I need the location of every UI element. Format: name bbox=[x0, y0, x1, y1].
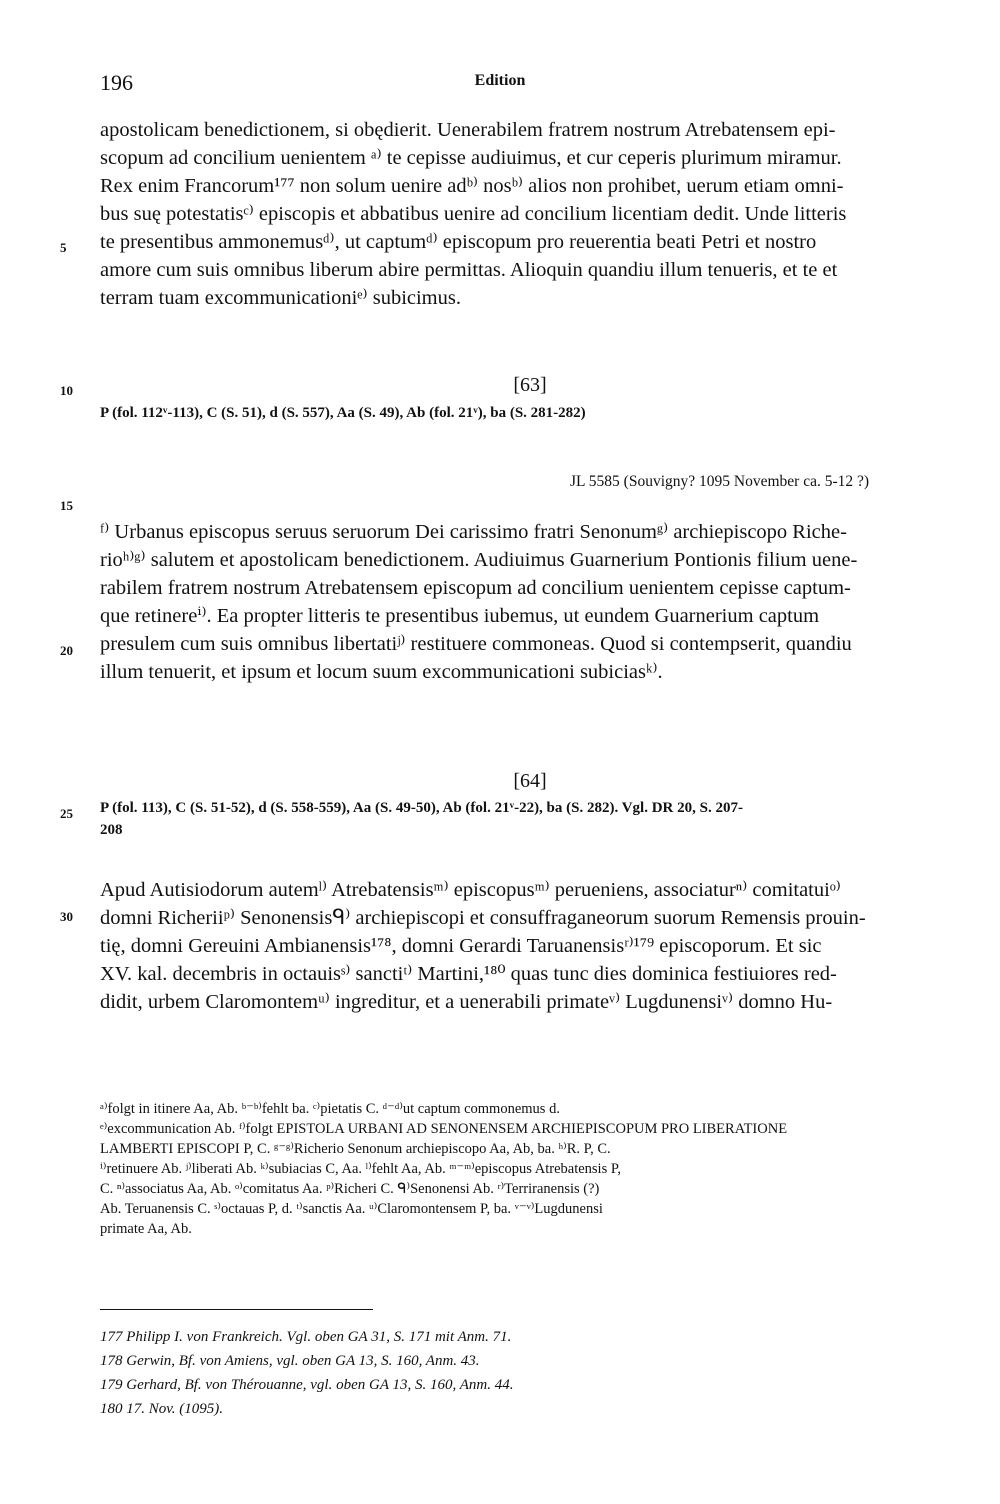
text-line: Apud Autisiodorum autemˡ⁾ Atrebatensisᵐ⁾ episcopusᵐ⁾ perueniens, associaturⁿ⁾ comitatuiᵒ⁾ bbox=[100, 879, 841, 901]
apparatus-line: LAMBERTI EPISCOPI P, C. ᵍ⁻ᵍ⁾Richerio Senonum archiepiscopo Aa, Ab, ba. ʰ⁾R. P, C. bbox=[100, 1141, 611, 1157]
text-line: domni Richeriiᵖ⁾ Senonensisᑫ⁾ archiepiscopi et consuffraganeorum suorum Remensis prouin- bbox=[100, 907, 866, 929]
footnote-179: 179 Gerhard, Bf. von Thérouanne, vgl. oben GA 13, S. 160, Anm. 44. bbox=[100, 1377, 514, 1393]
footnote-180: 180 17. Nov. (1095). bbox=[100, 1401, 224, 1417]
text-line: rabilem fratrem nostrum Atrebatensem episcopum ad concilium uenientem cepisse captum- bbox=[100, 577, 851, 599]
text-block-previous-letter bbox=[100, 116, 960, 312]
line-number: 20 bbox=[60, 643, 73, 658]
footnotes bbox=[100, 1325, 513, 1421]
text-block-letter-63 bbox=[100, 518, 960, 686]
document-heading-64: [64] bbox=[513, 770, 547, 792]
line-number: 10 bbox=[60, 383, 73, 398]
line-number: 15 bbox=[60, 498, 73, 513]
apparatus-line: primate Aa, Ab. bbox=[100, 1221, 192, 1237]
footnote-178: 178 Gerwin, Bf. von Amiens, vgl. oben GA 13, S. 160, Anm. 43. bbox=[100, 1353, 480, 1369]
apparatus-line: ᵃ⁾folgt in itinere Aa, Ab. ᵇ⁻ᵇ⁾fehlt ba. ᶜ⁾pietatis C. ᵈ⁻ᵈ⁾ut captum commonemus d. bbox=[100, 1101, 560, 1117]
footnote-rule bbox=[100, 1309, 373, 1310]
text-line: apostolicam benedictionem, si obędierit. Uenerabilem fratrem nostrum Atrebatensem epi- bbox=[100, 119, 836, 141]
text-line: ᶠ⁾ Urbanus episcopus seruus seruorum Dei carissimo fratri Senonumᵍ⁾ archiepiscopo Riche- bbox=[100, 521, 847, 543]
apparatus-line: ᵉ⁾excommunication Ab. ᶠ⁾folgt EPISTOLA URBANI AD SENONENSEM ARCHIEPISCOPUM PRO LIBERATIONE bbox=[100, 1121, 788, 1137]
apparatus-line: C. ⁿ⁾associatus Aa, Ab. ᵒ⁾comitatus Aa. ᵖ⁾Richeri C. ᑫ⁾Senonensi Ab. ʳ⁾Terriranensis (?) bbox=[100, 1181, 600, 1197]
jl-regest-reference: JL 5585 (Souvigny? 1095 November ca. 5-12 ?) bbox=[570, 473, 870, 490]
critical-apparatus bbox=[100, 1099, 962, 1239]
line-number: 25 bbox=[60, 806, 73, 821]
text-line: tię, domni Gereuini Ambianensis¹⁷⁸, domni Gerardi Taruanensisʳ⁾¹⁷⁹ episcoporum. Et sic bbox=[100, 935, 822, 957]
text-line: illum tenuerit, et ipsum et locum suum excommunicationi subiciasᵏ⁾. bbox=[100, 661, 663, 683]
text-line: te presentibus ammonemusᵈ⁾, ut captumᵈ⁾ episcopum pro reuerentia beati Petri et nostro bbox=[100, 231, 817, 253]
page-number: 196 bbox=[100, 70, 133, 95]
manuscript-sigla-63: P (fol. 112ᵛ-113), C (S. 51), d (S. 557), Aa (S. 49), Ab (fol. 21ᵛ), ba (S. 281-282) bbox=[100, 405, 586, 421]
text-line: Rex enim Francorum¹⁷⁷ non solum uenire adᵇ⁾ nosᵇ⁾ alios non prohibet, uerum etiam omni- bbox=[100, 175, 844, 197]
text-line: amore cum suis omnibus liberum abire permittas. Alioquin quandiu illum tenueris, et te et bbox=[100, 259, 838, 281]
line-number: 5 bbox=[60, 240, 67, 255]
text-line: scopum ad concilium uenientem ᵃ⁾ te cepisse audiuimus, et cur ceperis plurimum miramur. bbox=[100, 147, 842, 169]
document-heading-63: [63] bbox=[513, 374, 547, 396]
text-block-narrative-64 bbox=[100, 876, 960, 1016]
text-line: didit, urbem Claromontemᵘ⁾ ingreditur, et a uenerabili primateᵛ⁾ Lugdunensiᵛ⁾ domno Hu- bbox=[100, 991, 833, 1013]
sigla-line: 208 bbox=[100, 822, 123, 838]
text-line: XV. kal. decembris in octauisˢ⁾ sanctiᵗ⁾ Martini,¹⁸⁰ quas tunc dies dominica festiuiores red- bbox=[100, 963, 837, 985]
apparatus-line: ⁱ⁾retinuere Ab. ʲ⁾liberati Ab. ᵏ⁾subiacias C, Aa. ˡ⁾fehlt Aa, Ab. ᵐ⁻ᵐ⁾episcopus Atrebatensis P, bbox=[100, 1161, 621, 1177]
sigla-line: P (fol. 113), C (S. 51-52), d (S. 558-559), Aa (S. 49-50), Ab (fol. 21ᵛ-22), ba (S. 282). Vgl. DR 20, S. 207- bbox=[100, 800, 743, 816]
manuscript-sigla-64 bbox=[100, 797, 962, 841]
text-line: que retinereⁱ⁾. Ea propter litteris te presentibus iubemus, ut eundem Guarnerium captum bbox=[100, 605, 820, 627]
footnote-177: 177 Philipp I. von Frankreich. Vgl. oben GA 31, S. 171 mit Anm. 71. bbox=[100, 1329, 512, 1345]
line-number: 30 bbox=[60, 909, 73, 924]
apparatus-line: Ab. Teruanensis C. ˢ⁾octauas P, d. ᵗ⁾sanctis Aa. ᵘ⁾Claromontensem P, ba. ᵛ⁻ᵛ⁾Lugdunensi bbox=[100, 1201, 603, 1217]
running-head: Edition bbox=[474, 72, 526, 89]
text-line: presulem cum suis omnibus libertatiʲ⁾ restituere commoneas. Quod si contempserit, quandiu bbox=[100, 633, 852, 655]
text-line: rioʰ⁾ᵍ⁾ salutem et apostolicam benedictionem. Audiuimus Guarnerium Pontionis filium uene- bbox=[100, 549, 858, 571]
text-line: terram tuam excommunicationiᵉ⁾ subicimus. bbox=[100, 287, 461, 309]
text-line: bus suę potestatisᶜ⁾ episcopis et abbatibus uenire ad concilium licentiam dedit. Unde litteris bbox=[100, 203, 847, 225]
